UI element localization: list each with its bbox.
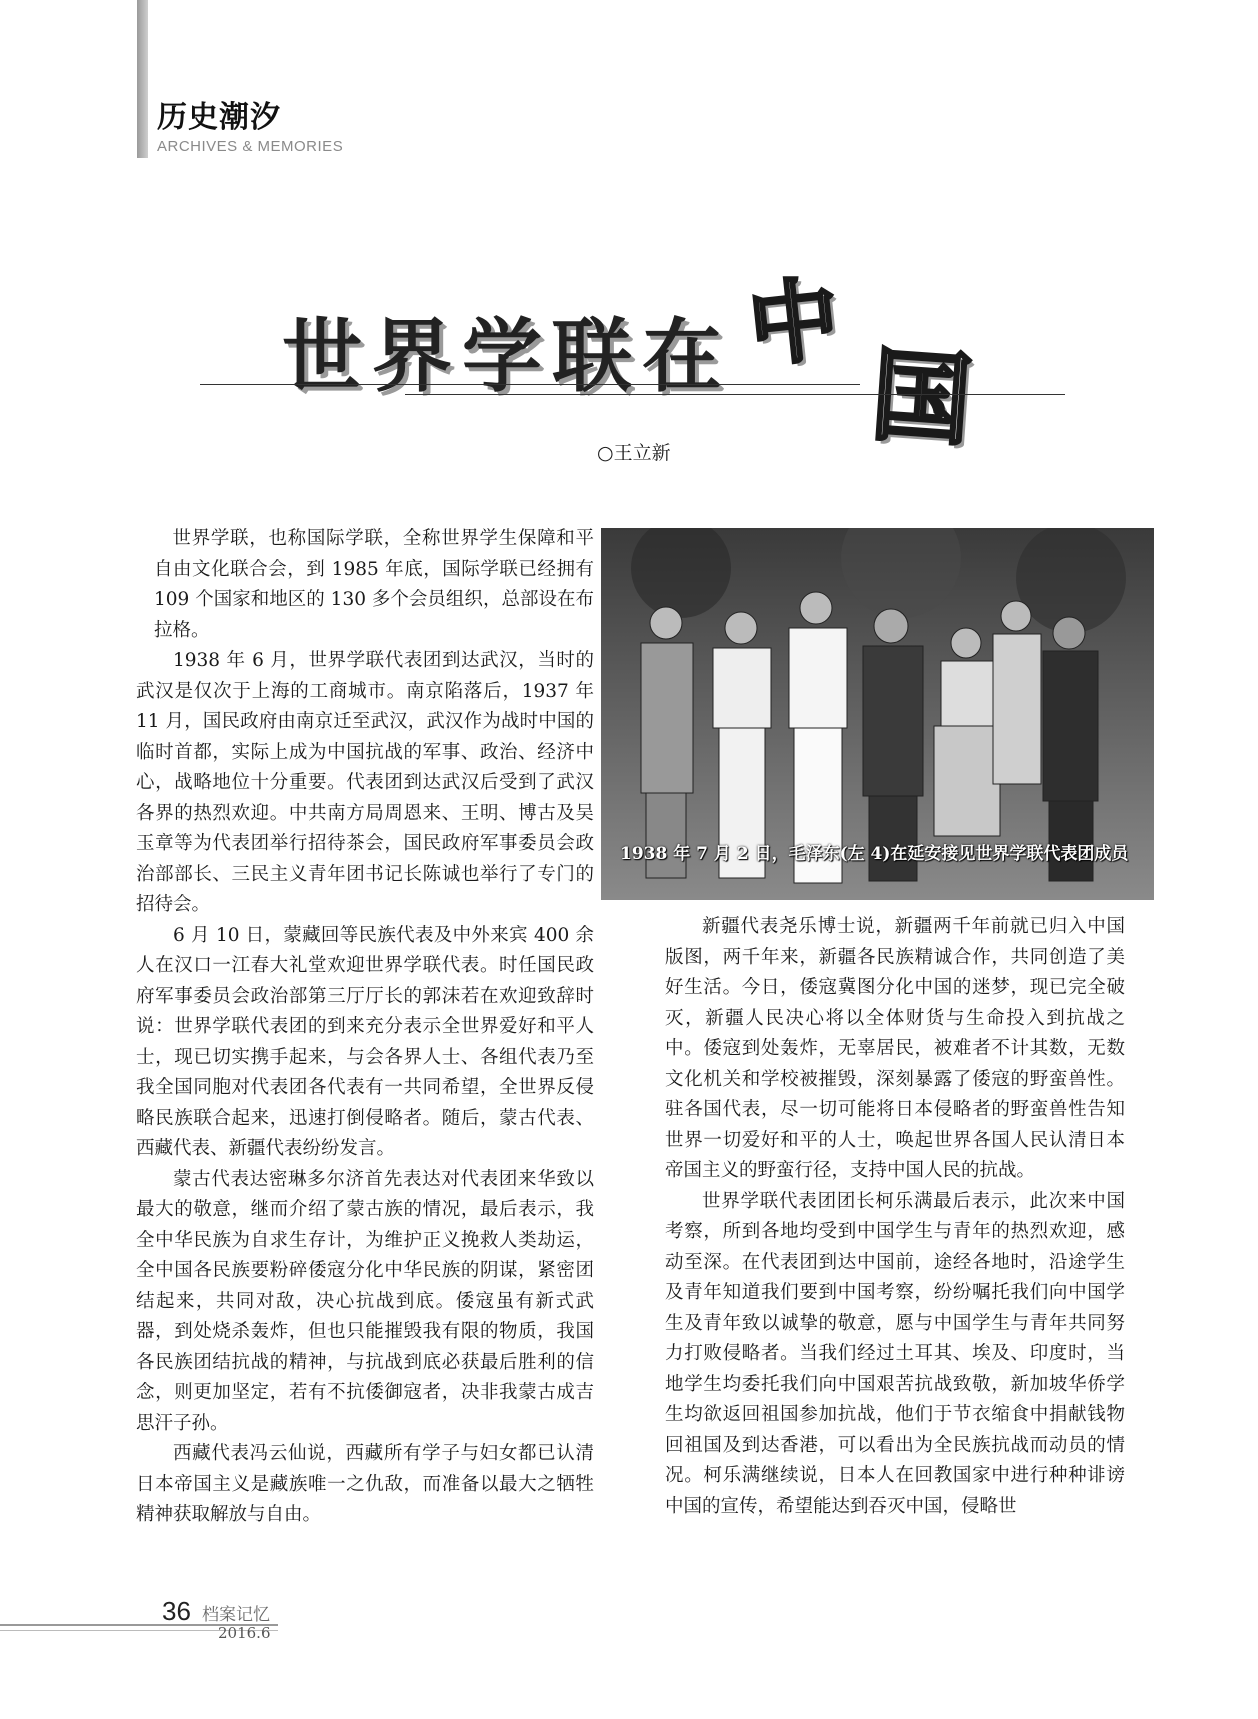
paragraph: 西藏代表冯云仙说，西藏所有学子与妇女都已认清日本帝国主义是藏族唯一之仇敌，而准备以最大之牺牲精神获取解放与自由。	[136, 1443, 594, 1525]
column-title: 历史潮汐	[157, 100, 281, 135]
person-figure	[713, 612, 771, 878]
page-number: 36	[162, 1596, 191, 1626]
title-rule	[405, 394, 1065, 395]
article-title: 世界学联在	[282, 310, 732, 403]
person-figure	[789, 592, 847, 883]
issue-date: 2016.6	[218, 1624, 271, 1642]
paragraph: 新疆代表尧乐博士说，新疆两千年前就已归入中国版图，两千年来，新疆各民族精诚合作，共同创造了美好生活。今日，倭寇冀图分化中国的迷梦，现已完全破灭，新疆人民决心将以全体财货与生命投入到抗战之中。倭寇到处轰炸，无辜居民，被难者不计其数，无数文化机关和学校被摧毁，深刻暴露了倭寇的野蛮兽性。驻各国代表，尽一切可能将日本侵略者的野蛮兽性告知世界一切爱好和平的人士，唤起世界各国人民认清日本帝国主义的野蛮行径，支持中国人民的抗战。	[665, 916, 1125, 1181]
photo-caption: 1938 年 7 月 2 日，毛泽东(左 4)在延安接见世界学联代表团成员	[620, 844, 1129, 864]
title-rule	[200, 384, 860, 385]
paragraph: 蒙古代表达密琳多尔济首先表达对代表团来华致以最大的敬意，继而介绍了蒙古族的情况，最后表示，我全中华民族为自求生存计，为维护正义挽救人类劫运，全中国各民族要粉碎倭寇分化中华民族的阴谋，紧密团结起来，共同对敌，决心抗战到底。倭寇虽有新式武器，到处烧杀轰炸，但也只能摧毁我有限的物质，我国各民族团结抗战的精神，与抗战到底必获最后胜利的信念，则更加坚定，若有不抗倭御寇者，决非我蒙古成吉思汗子孙。	[136, 1168, 594, 1434]
paragraph: 1938 年 6 月，世界学联代表团到达武汉，当时的武汉是仅次于上海的工商城市。南京陷落后，1937 年 11 月，国民政府由南京迁至武汉，武汉作为战时中国的临时首都，实际上成为中国抗战的军事、政治、经济中心，战略地位十分重要。代表团到达武汉后受到了武汉各界的热烈欢迎。中共南方局周恩来、王明、博古及吴玉章等为代表团举行招待茶会，国民政府军事委员会政治部部长、三民主义青年团书记长陈诚也举行了专门的招待会。	[136, 650, 594, 915]
paragraph: 6 月 10 日，蒙藏回等民族代表及中外来宾 400 余人在汉口一江春大礼堂欢迎世界学联代表。时任国民政府军事委员会政治部第三厅厅长的郭沫若在欢迎致辞时说：世界学联代表团的到来充分表示全世界爱好和平人士，现已切实携手起来，与会各界人士、各组代表乃至我全国同胞对代表团各代表有一共同希望，全世界反侵略民族联合起来，迅速打倒侵略者。随后，蒙古代表、西藏代表、新疆代表纷纷发言。	[136, 924, 594, 1159]
left-column	[136, 524, 594, 1531]
article-title-accent-1: 中	[743, 266, 845, 381]
magazine-name: 档案记忆	[202, 1605, 270, 1625]
article-title-accent-2: 国	[867, 336, 976, 461]
person-figure	[863, 609, 923, 881]
person-figure	[641, 607, 693, 878]
paragraph: 世界学联，也称国际学联，全称世界学生保障和平自由文化联合会，到 1985 年底，国际学联已经拥有 109 个国家和地区的 130 多个会员组织，总部设在布拉格。	[154, 528, 594, 641]
sidebar-bar	[137, 0, 148, 158]
author-byline: ○王立新	[597, 442, 671, 464]
paragraph: 世界学联代表团团长柯乐满最后表示，此次来中国考察，所到各地均受到中国学生与青年的热烈欢迎，感动至深。在代表团到达中国前，途经各地时，沿途学生及青年知道我们要到中国考察，纷纷嘱托我们向中国学生及青年致以诚挚的敬意，愿与中国学生与青年共同努力打败侵略者。当我们经过土耳其、埃及、印度时，当地学生均委托我们向中国艰苦抗战致敬，新加坡华侨学生均欲返回祖国参加抗战，他们于节衣缩食中捐献钱物回祖国及到达香港，可以看出为全民族抗战而动员的情况。柯乐满继续说，日本人在回教国家中进行种种诽谤中国的宣传，希望能达到吞灭中国，侵略世	[665, 1190, 1125, 1517]
column-subtitle: ARCHIVES & MEMORIES	[157, 138, 344, 155]
right-column	[665, 912, 1125, 1522]
